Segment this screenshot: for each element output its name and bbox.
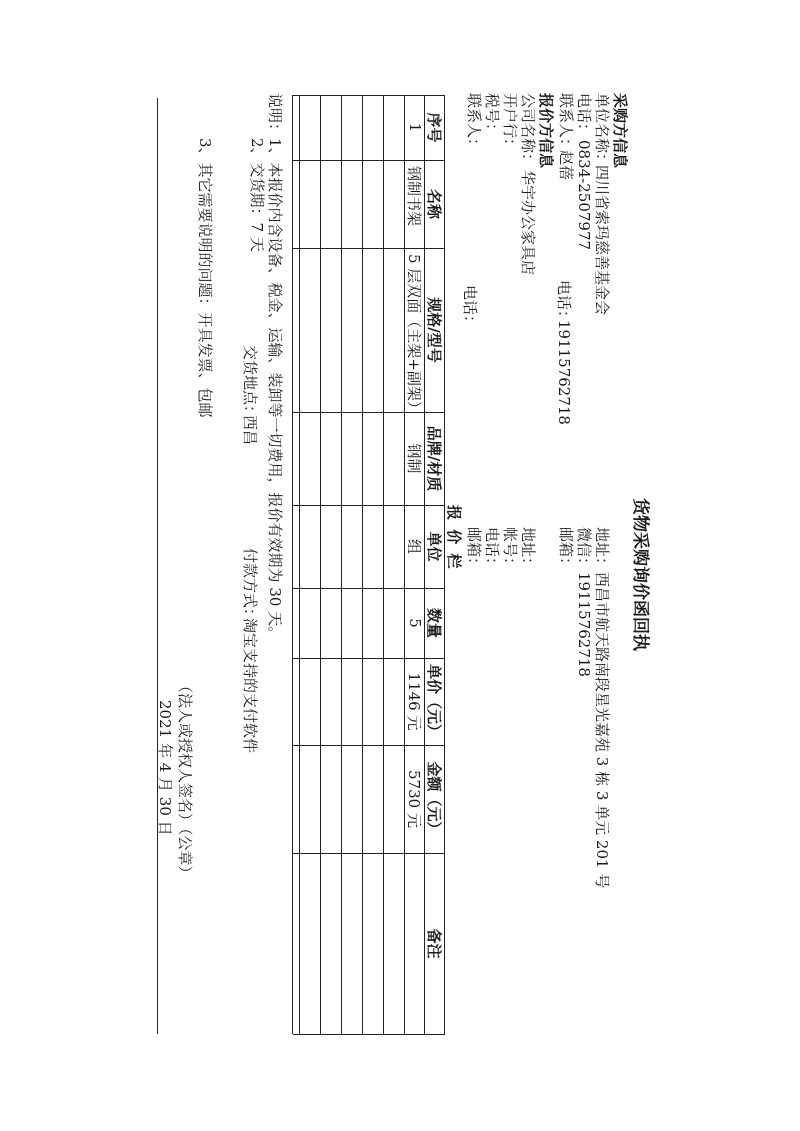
table-cell bbox=[321, 95, 342, 160]
table-cell bbox=[342, 412, 363, 505]
seller-account-label: 帐号： bbox=[501, 527, 519, 573]
table-cell bbox=[384, 95, 405, 160]
payment-label: 付款方式： bbox=[241, 548, 259, 624]
seller-heading: 报价方信息 bbox=[537, 93, 555, 169]
table-header-cell: 品牌/材质 bbox=[425, 425, 444, 492]
table-cell bbox=[293, 95, 300, 160]
table-cell bbox=[342, 95, 363, 160]
seller-email-label: 邮箱： bbox=[465, 527, 483, 573]
table-header-cell: 金额（元） bbox=[425, 761, 444, 837]
buyer-address-label: 地址： bbox=[593, 527, 611, 573]
seller-company-label: 公司名称： bbox=[519, 93, 537, 169]
seller-bank-label: 开户行： bbox=[501, 93, 519, 154]
table-cell bbox=[342, 658, 363, 745]
table-cell bbox=[363, 588, 384, 658]
signature-label: （法人或授权人签名）（公章） bbox=[176, 678, 194, 881]
table-cell bbox=[363, 412, 384, 505]
table-cell bbox=[300, 588, 321, 658]
table-cell bbox=[293, 658, 300, 745]
table-cell: 5 bbox=[406, 618, 424, 628]
buyer-phone-label: 电话： bbox=[575, 93, 593, 139]
table-cell bbox=[342, 588, 363, 658]
table-header-cell: 名称 bbox=[425, 188, 444, 219]
table-cell bbox=[384, 658, 405, 745]
table-cell bbox=[342, 248, 363, 412]
table-cell bbox=[342, 505, 363, 588]
table-header-cell: 单位 bbox=[425, 531, 444, 562]
seller-phone-label: 电话： bbox=[483, 527, 501, 573]
bottom-rule bbox=[157, 98, 158, 1034]
table-cell bbox=[321, 248, 342, 412]
table-cell bbox=[293, 248, 300, 412]
table-cell bbox=[321, 588, 342, 658]
table-cell bbox=[321, 658, 342, 745]
table-cell bbox=[384, 745, 405, 853]
table-cell bbox=[321, 745, 342, 853]
table-cell bbox=[321, 412, 342, 505]
table-header-cell: 序号 bbox=[425, 112, 444, 143]
table-cell bbox=[342, 160, 363, 248]
table-cell bbox=[384, 248, 405, 412]
delivery-place: 西昌 bbox=[241, 415, 259, 446]
table-cell bbox=[363, 745, 384, 853]
quote-heading: 报 价 栏 bbox=[445, 505, 463, 571]
table-cell bbox=[384, 853, 405, 1034]
payment-method: 淘宝支持的支付软件 bbox=[241, 618, 259, 754]
table-cell bbox=[293, 160, 300, 248]
seller-tax-label: 税号： bbox=[483, 93, 501, 139]
table-cell bbox=[342, 745, 363, 853]
table-cell bbox=[384, 412, 405, 505]
table-cell bbox=[300, 412, 321, 505]
buyer-contact-label: 联系人： bbox=[557, 93, 575, 154]
table-cell bbox=[293, 505, 300, 588]
table-cell bbox=[363, 95, 384, 160]
buyer-wechat: 19115762718 bbox=[575, 572, 593, 677]
table-cell bbox=[363, 160, 384, 248]
table-cell: 5730 元 bbox=[405, 770, 424, 828]
buyer-contact-phone-label: 电话： bbox=[555, 280, 573, 326]
table-cell: 1146 元 bbox=[405, 672, 424, 731]
table-cell bbox=[384, 505, 405, 588]
delivery-place-label: 交货地点： bbox=[241, 345, 259, 421]
table-cell: 5 层双面（主架+副架） bbox=[405, 254, 424, 416]
table-cell bbox=[300, 745, 321, 853]
buyer-unit: 四川省索玛慈善基金会 bbox=[593, 165, 611, 316]
buyer-contact-phone: 19115762718 bbox=[555, 320, 573, 425]
table-header-cell: 规格/型号 bbox=[425, 297, 444, 363]
table-cell bbox=[363, 248, 384, 412]
table-cell bbox=[293, 588, 300, 658]
seller-address-label: 地址： bbox=[519, 527, 537, 573]
table-cell bbox=[363, 658, 384, 745]
table-cell bbox=[405, 853, 425, 1034]
table-cell bbox=[363, 505, 384, 588]
table-cell: 钢制 bbox=[405, 443, 424, 474]
buyer-unit-label: 单位名称： bbox=[593, 93, 611, 169]
table-header-cell: 数量 bbox=[425, 607, 444, 638]
table-cell bbox=[300, 248, 321, 412]
buyer-phone: 0834-2507977 bbox=[575, 140, 593, 251]
table-cell bbox=[300, 95, 321, 160]
table-cell bbox=[384, 160, 405, 248]
table-cell bbox=[300, 160, 321, 248]
table-cell bbox=[293, 745, 300, 853]
note-3: 3、其它需要说明的问题：开具发票、包邮 bbox=[196, 138, 214, 418]
seller-contact-phone-label: 电话： bbox=[461, 285, 479, 331]
table-cell bbox=[342, 853, 363, 1034]
table-header-cell: 备注 bbox=[425, 928, 444, 959]
table-cell bbox=[384, 588, 405, 658]
buyer-heading: 采购方信息 bbox=[611, 93, 629, 169]
table-cell: 1 bbox=[406, 122, 424, 133]
table-cell bbox=[300, 505, 321, 588]
seller-company: 华宇办公家具店 bbox=[519, 170, 537, 276]
table-cell bbox=[363, 853, 384, 1034]
table-cell bbox=[293, 412, 300, 505]
buyer-contact: 赵蓓 bbox=[557, 150, 575, 181]
table-cell bbox=[321, 505, 342, 588]
table-cell bbox=[321, 853, 342, 1034]
note-2: 2、交货期：7 天 bbox=[248, 138, 266, 252]
buyer-wechat-label: 微信： bbox=[575, 527, 593, 573]
signature-date: 2021 年 4 月 30 日 bbox=[156, 700, 174, 836]
table-cell bbox=[300, 658, 321, 745]
note-1: 1、本报价内含设备、税金、运输、装卸等一切费用，报价有效期为 30 天。 bbox=[266, 138, 284, 642]
table-header-cell: 单价（元） bbox=[425, 663, 444, 739]
table-cell: 钢制书架 bbox=[405, 166, 424, 227]
notes-label: 说明： bbox=[266, 93, 284, 139]
table-cell bbox=[300, 853, 321, 1034]
table-cell bbox=[321, 160, 342, 248]
document-title: 货物采购询价函回执 bbox=[630, 498, 650, 651]
buyer-email-label: 邮箱： bbox=[557, 527, 575, 573]
table-cell bbox=[293, 853, 300, 1034]
buyer-address: 西昌市航天路南段星光嘉苑 3 栋 3 单元 201 号 bbox=[593, 572, 611, 889]
table-rule-v bbox=[293, 1034, 445, 1035]
seller-contact-label: 联系人： bbox=[465, 93, 483, 154]
table-cell: 组 bbox=[405, 538, 424, 554]
